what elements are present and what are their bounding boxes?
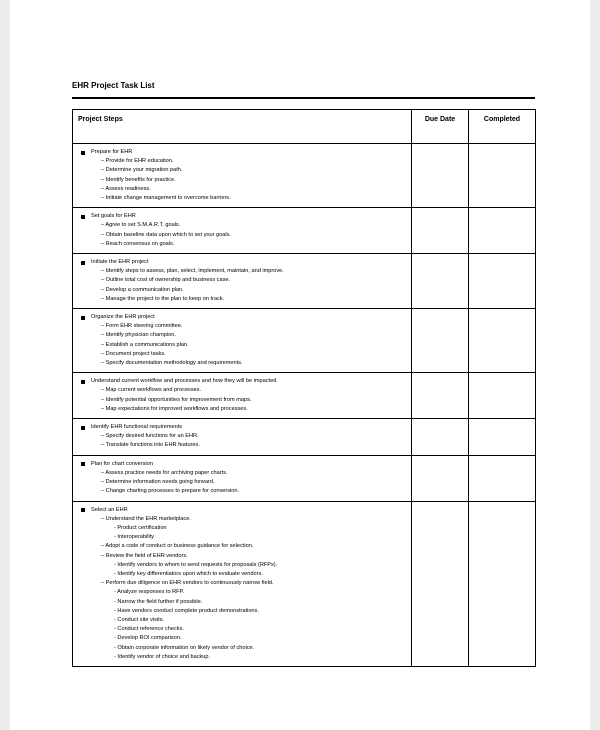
project-steps-cell [73, 309, 412, 373]
task-item: – Outline total cost of ownership and business case. [101, 277, 231, 284]
due-date-cell[interactable] [412, 373, 469, 419]
task-section-row [73, 501, 536, 666]
task-item: – Adopt a code of conduct or business guidance for selection. [101, 543, 254, 550]
task-item: – Agree to set S.M.A.R.T. goals. [101, 222, 181, 229]
section-title-text: Prepare for EHR [91, 149, 133, 155]
square-bullet-icon [81, 261, 85, 265]
project-steps-cell [73, 501, 412, 666]
section-title [81, 506, 411, 515]
section-title-text: Identify EHR functional requirements [91, 424, 183, 431]
square-bullet-icon [81, 380, 85, 384]
task-section-row [73, 208, 536, 254]
task-item: – Assess readiness. [101, 185, 151, 192]
project-steps-cell [73, 254, 412, 309]
document-title: EHR Project Task List [72, 81, 155, 90]
due-date-cell[interactable] [412, 309, 469, 373]
completed-cell[interactable] [469, 144, 536, 208]
task-item: – Review the field of EHR vendors. [101, 552, 188, 559]
task-item: – Identify physician champion. [101, 332, 176, 339]
task-item: – Form EHR steering committee. [101, 323, 183, 330]
section-title [81, 377, 411, 386]
section-title-text: Initiate the EHR project [91, 259, 149, 266]
task-section-row [73, 419, 536, 456]
due-date-cell[interactable] [412, 455, 469, 501]
sub-task-item: - Develop ROI comparison. [114, 635, 182, 642]
due-date-cell[interactable] [412, 501, 469, 666]
task-item: – Determine your migration path. [101, 167, 183, 174]
section-title-text: Organize the EHR project [91, 314, 155, 321]
section-title [81, 313, 411, 322]
square-bullet-icon [81, 316, 85, 320]
sub-task-item: - Conduct site visits. [114, 616, 165, 623]
project-steps-cell [73, 373, 412, 419]
task-section-row [73, 455, 536, 501]
completed-cell[interactable] [469, 254, 536, 309]
task-item: – Assess practice needs for archiving paper charts. [101, 469, 228, 476]
task-section-row [73, 144, 536, 208]
task-table [72, 109, 536, 667]
project-steps-cell [73, 208, 412, 254]
due-date-cell[interactable] [412, 419, 469, 456]
task-item: – Identify benefits for practice. [101, 176, 176, 183]
project-steps-cell [73, 144, 412, 208]
task-item: – Identify potential opportunities for improvement from maps. [101, 396, 252, 403]
square-bullet-icon [81, 215, 85, 219]
sub-task-item: - Interoperability [114, 534, 155, 541]
section-title-text: Set goals for EHR [91, 213, 136, 220]
sub-task-item: - Conduct reference checks. [114, 626, 184, 633]
task-item: – Reach consensus on goals. [101, 240, 175, 247]
completed-cell[interactable] [469, 208, 536, 254]
section-title [81, 423, 411, 432]
task-item: – Document project tasks. [101, 350, 166, 357]
title-rule [72, 97, 535, 99]
square-bullet-icon [81, 426, 85, 430]
task-section-row [73, 373, 536, 419]
task-item: – Understand the EHR marketplace. [101, 515, 191, 522]
task-item: – Perform due diligence on EHR vendors to continuously narrow field. [101, 580, 274, 587]
task-item: – Map current workflows and processes. [101, 387, 202, 394]
task-item: – Obtain baseline data upon which to set your goals. [101, 231, 231, 238]
square-bullet-icon [81, 462, 85, 466]
section-title [81, 460, 411, 469]
task-item: – Translate functions into EHR features. [101, 442, 200, 449]
due-date-cell[interactable] [412, 144, 469, 208]
task-item: – Map expectations for improved workflows and processes. [101, 405, 248, 412]
section-title-text: Understand current workflow and processes and how they will be impacted [91, 378, 277, 385]
header-due-date: Due Date [412, 110, 469, 144]
sub-task-item: - Analyze responses to RFP. [114, 589, 185, 596]
square-bullet-icon [81, 151, 85, 155]
completed-cell[interactable] [469, 373, 536, 419]
square-bullet-icon [81, 508, 85, 512]
sub-task-item: - Identify vendors to whom to send requests for proposals (RFPs). [114, 561, 278, 568]
section-title [81, 212, 411, 221]
header-completed: Completed [469, 110, 536, 144]
project-steps-cell [73, 455, 412, 501]
task-item: – Develop a communication plan. [101, 286, 184, 293]
task-item: – Determine information needs going forward. [101, 479, 215, 486]
sub-task-item: - Identify key differentiators upon which to evaluate vendors. [114, 570, 263, 577]
sub-task-item: - Product certification [114, 524, 167, 531]
task-item: – Establish a communications plan. [101, 341, 189, 348]
completed-cell[interactable] [469, 309, 536, 373]
task-item: – Specify documentation methodology and requirements. [101, 360, 243, 367]
section-title [81, 148, 411, 157]
task-item: – Identify steps to assess, plan, select, implement, maintain, and improve. [101, 268, 284, 275]
section-title [81, 258, 411, 267]
completed-cell[interactable] [469, 501, 536, 666]
document-page [10, 0, 590, 730]
sub-task-item: - Narrow the field further if possible. [114, 598, 203, 605]
task-item: – Manage the project to the plan to keep on track. [101, 295, 225, 302]
table-header-row [73, 110, 536, 144]
task-item: – Change charting processes to prepare for conversion. [101, 488, 240, 495]
header-project-steps: Project Steps [73, 110, 412, 144]
task-item: – Specify desired functions for an EHR. [101, 433, 199, 440]
sub-task-item: - Obtain corporate information on likely vendor of choice. [114, 644, 255, 651]
section-title-text: Select an EHR [91, 506, 128, 513]
task-item: – Initiate change management to overcome barriers. [101, 195, 231, 202]
sub-task-item: - Have vendors conduct complete product demonstrations. [114, 607, 259, 614]
completed-cell[interactable] [469, 419, 536, 456]
task-section-row [73, 254, 536, 309]
due-date-cell[interactable] [412, 254, 469, 309]
task-item: – Provide for EHR education. [101, 158, 174, 165]
project-steps-cell [73, 419, 412, 456]
section-title-text: Plan for chart conversion [91, 460, 153, 467]
task-section-row [73, 309, 536, 373]
completed-cell[interactable] [469, 455, 536, 501]
sub-task-item: - Identify vendor of choice and backup. [114, 653, 211, 660]
due-date-cell[interactable] [412, 208, 469, 254]
